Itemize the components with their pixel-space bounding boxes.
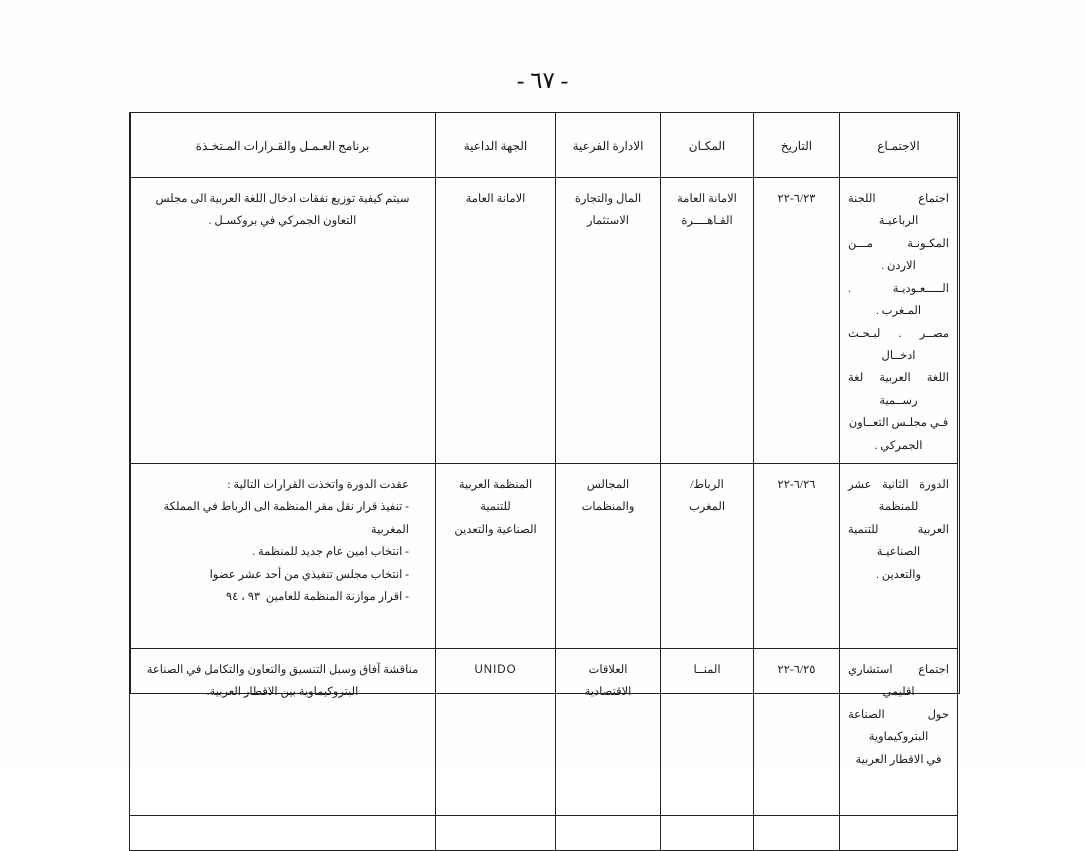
cell-line: اجتماع استشاري اقليمي bbox=[845, 664, 949, 699]
cell-program bbox=[130, 464, 436, 649]
column-header-date: التاريخ bbox=[754, 113, 840, 178]
cell-line: العربية للتنمية الصناعيـة bbox=[845, 523, 949, 559]
table-header bbox=[130, 113, 958, 178]
cell-line: البتروكيماوية بين الاقطار العربية. bbox=[206, 686, 359, 699]
cell-date bbox=[754, 464, 840, 649]
cell-line: ٦/٢٦-٢٢ bbox=[777, 479, 816, 492]
cell-line: فـي مجلـس التعــاون bbox=[848, 417, 949, 430]
cell-program bbox=[130, 649, 436, 816]
cell-line: - تنفيذ قرار نقل مقر المنظمة الى الرباط في المملكة المغربية bbox=[160, 501, 409, 536]
cell-side bbox=[436, 649, 556, 816]
cell-line: الاستثمار bbox=[586, 215, 630, 228]
cell-line: ٦/٢٣-٢٢ bbox=[777, 193, 816, 205]
page-number: - ٦٧ - bbox=[516, 68, 569, 93]
cell-place bbox=[661, 649, 754, 816]
cell-program bbox=[130, 178, 436, 464]
cell-line: المنظمة العربية للتنمية bbox=[455, 479, 533, 514]
cell-line: الامانة العامة bbox=[465, 193, 526, 205]
cell-department bbox=[556, 649, 661, 816]
cell-meeting bbox=[840, 178, 958, 464]
cell-line: المنــا bbox=[693, 664, 721, 677]
cell-line: مصــر . لبـحـث ادخــال bbox=[845, 327, 949, 362]
table-row bbox=[130, 178, 958, 464]
cell-meeting bbox=[840, 464, 958, 649]
table-row bbox=[130, 649, 958, 816]
table-body bbox=[130, 178, 958, 851]
cell-side bbox=[436, 178, 556, 464]
cell-side bbox=[436, 464, 556, 649]
column-header-department: الادارة الفرعية bbox=[556, 113, 661, 178]
cell-line: الصناعية والتعدين bbox=[454, 523, 537, 536]
column-header-meeting: الاجتمـاع bbox=[840, 113, 958, 178]
spacer-cell bbox=[754, 816, 840, 851]
cell-line: اجتماع اللجنة الرباعيـة bbox=[845, 193, 949, 228]
column-header-place: المكـان bbox=[661, 113, 754, 178]
spacer-cell bbox=[130, 816, 436, 851]
cell-line: سيتم كيفية توزيع نفقات ادخال اللغة العربية الى مجلس bbox=[155, 193, 410, 205]
cell-line: مناقشة آفاق وسبل التنسيق والتعاون والتكامل في الصناعة bbox=[146, 664, 419, 677]
spacer-cell bbox=[436, 816, 556, 851]
cell-line: المال والتجارة bbox=[574, 193, 642, 205]
cell-line: الدورة الثانية عشر للمنظمة bbox=[845, 479, 949, 514]
cell-line: UNIDO bbox=[474, 664, 517, 677]
cell-line: المجالس والمنظمات bbox=[581, 479, 635, 514]
cell-line: اللغة العربية لغة رســمية bbox=[845, 372, 949, 407]
spacer-cell bbox=[661, 816, 754, 851]
cell-line: المكـونـة مـــن الاردن . bbox=[845, 237, 949, 273]
cell-line: عقدت الدورة واتخذت القرارات التالية : bbox=[227, 479, 409, 492]
cell-line: الامانة العامة bbox=[677, 193, 737, 205]
cell-date bbox=[754, 649, 840, 816]
cell-line: القـاهــــرة bbox=[681, 215, 733, 228]
header-row bbox=[130, 113, 958, 178]
schedule-table bbox=[129, 112, 958, 851]
cell-line: المغرب bbox=[688, 501, 726, 514]
cell-place bbox=[661, 178, 754, 464]
schedule-table-container bbox=[130, 112, 958, 766]
spacer-cell bbox=[556, 816, 661, 851]
column-header-side: الجهة الداعية bbox=[436, 113, 556, 178]
cell-meeting bbox=[840, 649, 958, 816]
cell-line: حول الصناعة البتروكيماوية bbox=[845, 708, 949, 744]
cell-place bbox=[661, 464, 754, 649]
cell-line: الـــــعـوديـة . المـغرب . bbox=[845, 282, 949, 318]
cell-line: في الاقطار العربية bbox=[855, 753, 942, 766]
cell-line: الجمركي . bbox=[874, 439, 923, 452]
cell-line: ٦/٢٥-٢٢ bbox=[777, 664, 816, 677]
spacer-cell bbox=[840, 816, 958, 851]
table-spacer-row bbox=[130, 816, 958, 851]
cell-line: - اقرار موازنة المنظمة للعامين ٩٣ ، ٩٤ bbox=[225, 591, 409, 604]
cell-line: - انتخاب مجلس تنفيذي من أحد عشر عضوا bbox=[209, 568, 409, 581]
cell-line: التعاون الجمركي في بروكسـل . bbox=[208, 215, 357, 228]
cell-date bbox=[754, 178, 840, 464]
cell-line: - انتخاب امين عام جديد للمنظمة . bbox=[252, 546, 409, 559]
table-row bbox=[130, 464, 958, 649]
cell-department bbox=[556, 178, 661, 464]
cell-department bbox=[556, 464, 661, 649]
cell-line: والتعدين . bbox=[875, 568, 921, 581]
cell-line: العلاقات الاقتصادية bbox=[584, 664, 632, 699]
cell-line: الرباط/ bbox=[690, 479, 724, 492]
column-header-program: برنامج العـمـل والقـرارات المـتخـذة bbox=[130, 113, 436, 178]
